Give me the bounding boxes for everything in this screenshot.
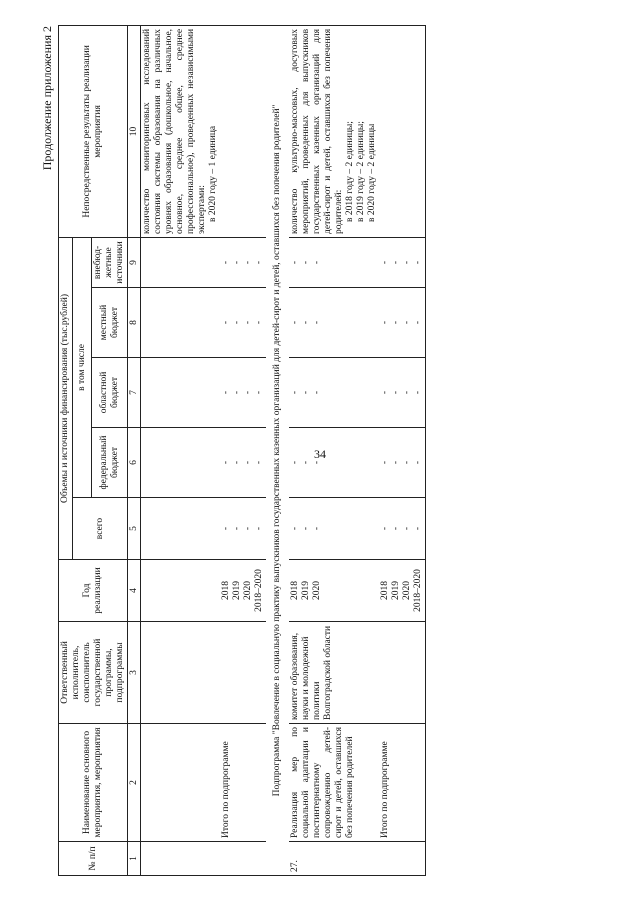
total-values: - - - -: [220, 498, 266, 560]
year-list: 2018 2019 2020 2018–2020: [220, 560, 266, 622]
col-number: 4: [128, 560, 141, 622]
total-values: - - -: [289, 498, 379, 560]
year-list: 2018 2019 2020: [289, 560, 379, 622]
regional-values: - - - -: [220, 358, 266, 428]
col-number: 5: [128, 498, 141, 560]
page-number: 34: [314, 447, 326, 461]
result-line: в 2018 году – 2 единицы;: [345, 121, 355, 222]
result-cell: [141, 25, 221, 237]
federal-values: - - -: [289, 428, 379, 498]
header-local: местный бюджет: [92, 288, 128, 358]
header-executor: Ответственный исполнитель, соисполнитель государственной программы, подпрограммы: [59, 622, 128, 724]
local-values: - - - -: [220, 288, 266, 358]
header-regional: областной бюджет: [92, 358, 128, 428]
item-name: Реализация мер по социальной адаптации и постинтернатному сопровождению детей-сирот и детей, оставшихся без попечения родителей: [289, 724, 379, 842]
federal-values: - - - -: [220, 428, 266, 498]
extrabudget-values: - - -: [289, 237, 379, 287]
header-extrabudget: внебюд-жетные источники: [92, 237, 128, 287]
header-num: № п/п: [59, 842, 128, 876]
appendix-note: Продолжение приложения 2: [40, 26, 54, 171]
result-extra: в 2020 году – 1 единица: [208, 125, 218, 222]
col-number: 6: [128, 428, 141, 498]
total-label: Итого по подпрограмме: [220, 724, 266, 842]
total-values: - - - -: [379, 498, 426, 560]
col-number: 1: [128, 842, 141, 876]
result-line: в 2019 году – 2 единицы;: [356, 121, 366, 222]
col-number: 2: [128, 724, 141, 842]
table-row: [289, 25, 379, 875]
header-total: всего: [73, 498, 128, 560]
page-frame: [38, 26, 620, 876]
table-row: [379, 25, 426, 875]
result-line: в 2020 году – 2 единицы: [367, 123, 377, 222]
result-text: количество мониторинговых исследований состояния системы образования на различных уровнях образования (дошкольное, начальное, основное, среднее общее, среднее профессиональное), проведенных независимыми экспертами:: [142, 28, 207, 234]
header-results: Непосредственные результаты реализации мероприятия: [59, 25, 128, 237]
header-federal: федеральный бюджет: [92, 428, 128, 498]
subprogram-row: [266, 25, 289, 875]
regional-values: - - -: [289, 358, 379, 428]
item-number: 27.: [289, 842, 379, 876]
federal-values: - - - -: [379, 428, 426, 498]
header-funding: Объемы и источники финансирования (тыс.рублей): [59, 237, 73, 559]
program-table: [58, 25, 426, 876]
local-values: - - -: [289, 288, 379, 358]
col-number: 7: [128, 358, 141, 428]
col-number: 10: [128, 25, 141, 237]
item-executor: комитет образования, науки и молодежной политики Волгоградской области: [289, 622, 379, 724]
regional-values: - - - -: [379, 358, 426, 428]
header-name: Наименование основного мероприятия, мероприятия: [59, 724, 128, 842]
year-list: 2018 2019 2020 2018–2020: [379, 560, 426, 622]
header-including: в том числе: [73, 237, 92, 497]
col-number: 8: [128, 288, 141, 358]
total-label: Итого по подпрограмме: [379, 724, 426, 842]
result-text: количество культурно-массовых, досуговых мероприятий, проведенных для выпускников государственных казенных организаций для детей-сирот и детей, оставшихся без попечения родителей:: [290, 28, 344, 234]
extrabudget-values: - - - -: [379, 237, 426, 287]
result-cell: [289, 25, 379, 237]
extrabudget-values: - - - -: [220, 237, 266, 287]
header-year: Год реализации: [59, 560, 128, 622]
col-number: 3: [128, 622, 141, 724]
subprogram-title: Подпрограмма "Вовлечение в социальную практику выпускников государственных казенных организаций для детей-сирот и детей, оставшихся без попечения родителей": [266, 25, 289, 875]
col-number: 9: [128, 237, 141, 287]
table-row: [141, 25, 221, 875]
local-values: - - - -: [379, 288, 426, 358]
table-row: [220, 25, 266, 875]
